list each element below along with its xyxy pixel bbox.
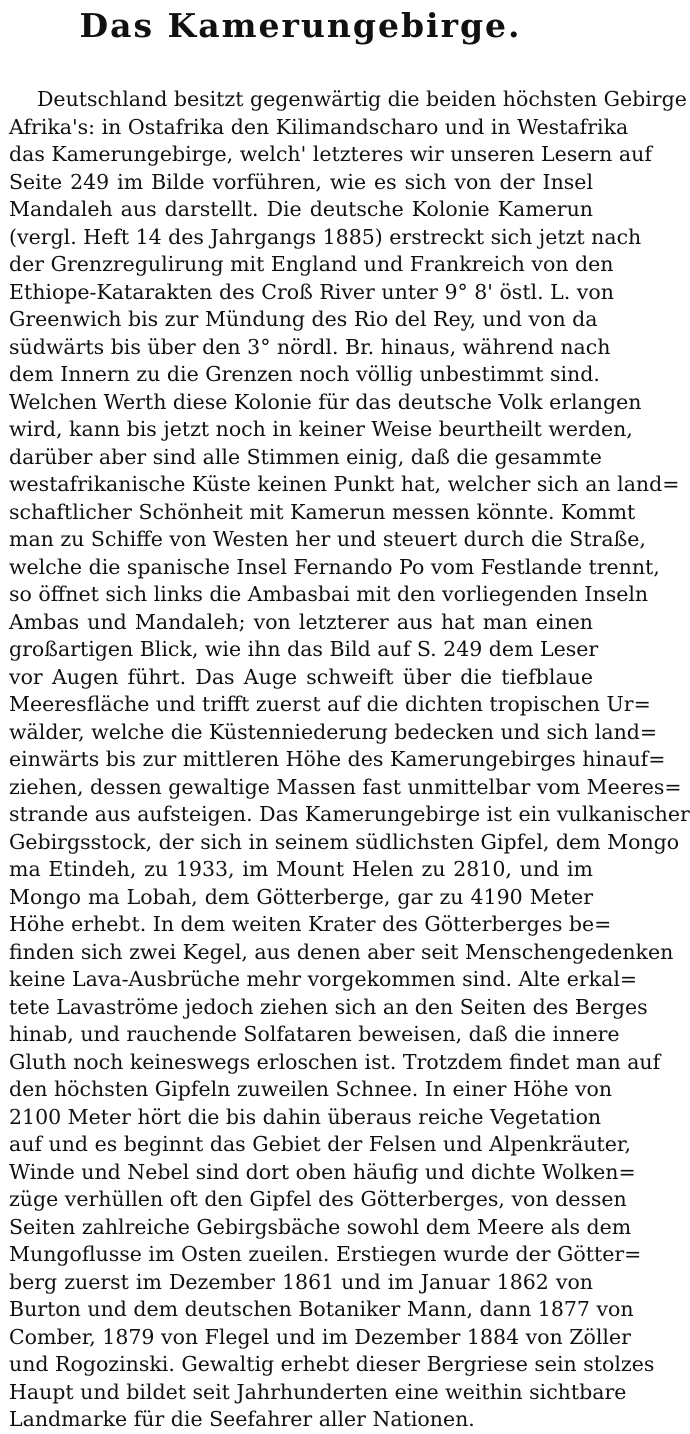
- text-line: Seite 249 im Bilde vorführen, wie es sich von der Insel: [9, 169, 593, 194]
- text-line: Ethiope-Katarakten des Croß River unter 9° 8' östl. L. von: [9, 279, 614, 304]
- text-line: Seiten zahlreiche Gebirgsbäche sowohl dem Meere als dem: [9, 1214, 632, 1239]
- text-line: Ambas und Mandaleh; von letzterer aus hat man einen: [9, 609, 593, 634]
- text-line: ma Etindeh, zu 1933, im Mount Helen zu 2810, und im: [9, 857, 593, 881]
- text-line: Mandaleh aus darstellt. Die deutsche Kolonie Kamerun: [9, 197, 593, 221]
- text-line: so öffnet sich links die Ambasbai mit den vorliegenden Inseln: [9, 582, 649, 606]
- text-line: vor Augen führt. Das Auge schweift über die tiefblaue: [9, 664, 593, 689]
- text-line: finden sich zwei Kegel, aus denen aber seit Menschengedenken: [9, 939, 674, 964]
- text-line: südwärts bis über den 3° nördl. Br. hinaus, während nach: [9, 334, 611, 359]
- text-line: Gebirgsstock, der sich in seinem südlichsten Gipfel, dem Mongo: [9, 829, 680, 854]
- text-line: Haupt und bildet seit Jahrhunderten eine weithin sichtbare: [9, 1379, 627, 1404]
- text-line: Meeresfläche und trifft zuerst auf die dichten tropischen Ur=: [9, 692, 651, 716]
- article-title: Das Kamerungebirge.: [79, 6, 522, 45]
- text-line: ziehen, dessen gewaltige Massen fast unmittelbar vom Meeres=: [9, 774, 682, 799]
- text-line: (vergl. Heft 14 des Jahrgangs 1885) erstreckt sich jetzt nach: [9, 224, 642, 249]
- text-line: der Grenzregulirung mit England und Frankreich von den: [9, 252, 614, 276]
- text-line: berg zuerst im Dezember 1861 und im Januar 1862 von: [9, 1269, 593, 1294]
- text-line: schaftlicher Schönheit mit Kamerun messen könnte. Kommt: [9, 499, 636, 524]
- text-line: Burton und dem deutschen Botaniker Mann, dann 1877 von: [9, 1297, 634, 1321]
- text-line: Landmarke für die Seefahrer aller Nationen.: [9, 1407, 475, 1431]
- text-line: strande aus aufsteigen. Das Kamerungebirge ist ein vulkanischer: [9, 802, 690, 826]
- text-line: Comber, 1879 von Flegel und im Dezember 1884 von Zöller: [9, 1324, 631, 1349]
- text-line: Gluth noch keineswegs erloschen ist. Trotzdem findet man auf: [9, 1049, 661, 1074]
- text-line: tete Lavaströme jedoch ziehen sich an den Seiten des Berges: [9, 994, 648, 1019]
- text-line: keine Lava-Ausbrüche mehr vorgekommen sind. Alte erkal=: [9, 967, 638, 991]
- text-line: Mungoflusse im Osten zueilen. Erstiegen wurde der Götter=: [9, 1242, 642, 1266]
- text-line: den höchsten Gipfeln zuweilen Schnee. In einer Höhe von: [9, 1077, 613, 1101]
- text-line: Höhe erhebt. In dem weiten Krater des Götterberges be=: [9, 912, 612, 936]
- text-line: wälder, welche die Küstenniederung bedecken und sich land=: [9, 719, 658, 744]
- article-body: [9, 86, 690, 1434]
- text-line: auf und es beginnt das Gebiet der Felsen und Alpenkräuter,: [9, 1132, 631, 1156]
- text-line: das Kamerungebirge, welch' letzteres wir unseren Lesern auf: [9, 142, 652, 166]
- text-line: Mongo ma Lobah, dem Götterberge, gar zu 4190 Meter: [9, 884, 593, 909]
- text-line: wird, kann bis jetzt noch in keiner Weise beurtheilt werden,: [9, 417, 633, 441]
- text-line: Winde und Nebel sind dort oben häufig und dichte Wolken=: [9, 1159, 636, 1184]
- text-line: und Rogozinski. Gewaltig erhebt dieser Bergriese sein stolzes: [9, 1352, 655, 1376]
- text-line: Welchen Werth diese Kolonie für das deutsche Volk erlangen: [9, 389, 642, 414]
- text-line: züge verhüllen oft den Gipfel des Götterberges, von dessen: [9, 1187, 627, 1211]
- text-line: Greenwich bis zur Mündung des Rio del Rey, und von da: [9, 307, 598, 331]
- text-line: man zu Schiffe von Westen her und steuert durch die Straße,: [9, 527, 646, 551]
- text-line: darüber aber sind alle Stimmen einig, daß die gesammte: [9, 444, 602, 469]
- text-line: hinab, und rauchende Solfataren beweisen, daß die innere: [9, 1022, 620, 1046]
- text-line: großartigen Blick, wie ihn das Bild auf S. 249 dem Leser: [9, 637, 599, 661]
- text-line: welche die spanische Insel Fernando Po vom Festlande trennt,: [9, 554, 660, 579]
- text-line: dem Innern zu die Grenzen noch völlig unbestimmt sind.: [9, 362, 600, 386]
- text-line: westafrikanische Küste keinen Punkt hat, welcher sich an land=: [9, 472, 680, 496]
- text-line: einwärts bis zur mittleren Höhe des Kamerungebirges hinauf=: [9, 747, 666, 771]
- text-line: Deutschland besitzt gegenwärtig die beiden höchsten Gebirge: [37, 87, 687, 111]
- text-line: Afrika's: in Ostafrika den Kilimandscharo und in Westafrika: [9, 114, 629, 139]
- text-line: 2100 Meter hört die bis dahin überaus reiche Vegetation: [9, 1104, 602, 1129]
